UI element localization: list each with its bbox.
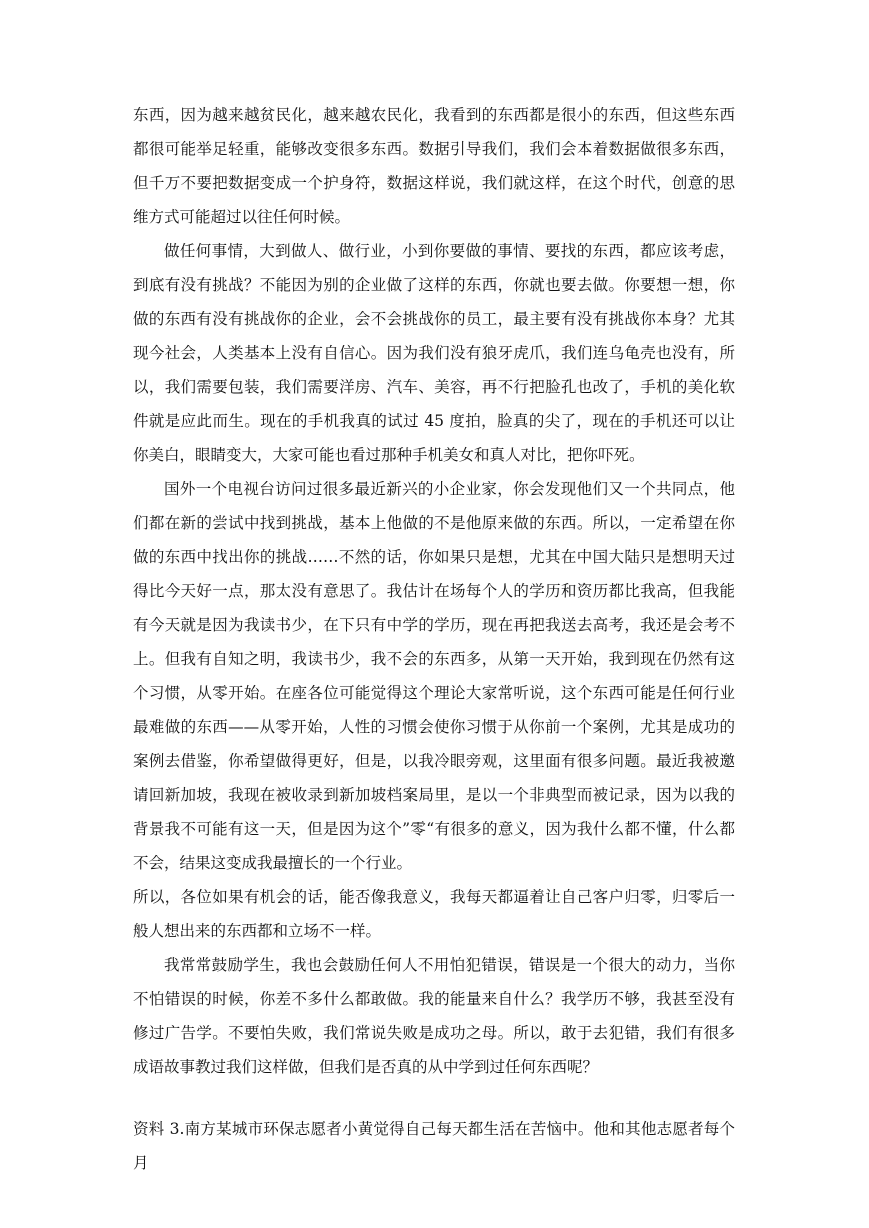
paragraph-2: 做任何事情，大到做人、做行业，小到你要做的事情、要找的东西，都应该考虑，到底有没有挑战？不能因为别的企业做了这样的东西，你就也要去做。你要想一想，你做的东西有没有挑战你的企业，会不会挑战你的员工，最主要有没有挑战你本身？尤其现今社会，人类基本上没有自信心。因为我们没有狼牙虎爪，我们连乌龟壳也没有，所以，我们需要包装，我们需要洋房、汽车、美容，再不行把脸孔也改了，手机的美化软件就是应此而生。现在的手机我真的试过 45 度拍，脸真的尖了，现在的手机还可以让你美白，眼睛变大，大家可能也看过那种手机美女和真人对比，把你吓死。 [133, 242, 735, 464]
paragraph-5: 我常常鼓励学生，我也会鼓励任何人不用怕犯错误，错误是一个很大的动力，当你不怕错误的时候，你差不多什么都敢做。我的能量来自什么？我学历不够，我甚至没有修过广告学。不要怕失败，我们常说失败是成功之母。所以，敢于去犯错，我们有很多成语故事教过我们这样做，但我们是否真的从中学到过任何东西呢？ [133, 956, 735, 1076]
paragraph-4: 所以，各位如果有机会的话，能否像我意义，我每天都逼着让自己客户归零，归零后一般人想出来的东西都和立场不一样。 [133, 888, 735, 940]
document-page [133, 98, 735, 1180]
paragraph-1: 东西，因为越来越贫民化，越来越农民化，我看到的东西都是很小的东西，但这些东西都很可能举足轻重，能够改变很多东西。数据引导我们，我们会本着数据做很多东西，但千万不要把数据变成一个护身符，数据这样说，我们就这样，在这个时代，创意的思维方式可能超过以往任何时候。 [133, 106, 735, 226]
paragraph-3: 国外一个电视台访问过很多最近新兴的小企业家，你会发现他们又一个共同点，他们都在新的尝试中找到挑战，基本上他做的不是他原来做的东西。所以，一定希望在你做的东西中找出你的挑战……不然的话，你如果只是想，尤其在中国大陆只是想明天过得比今天好一点，那太没有意思了。我估计在场每个人的学历和资历都比我高，但我能有今天就是因为我读书少，在下只有中学的学历，现在再把我送去高考，我还是会考不上。但我有自知之明，我读书少，我不会的东西多，从第一天开始，我到现在仍然有这个习惯，从零开始。在座各位可能觉得这个理论大家常听说，这个东西可能是任何行业最难做的东西——从零开始，人性的习惯会使你习惯于从你前一个案例，尤其是成功的案例去借鉴，你希望做得更好，但是，以我冷眼旁观，这里面有很多问题。最近我被邀请回新加坡，我现在被收录到新加坡档案局里，是以一个非典型而被记录，因为以我的背景我不可能有这一天，但是因为这个”零“有很多的意义，因为我什么都不懂，什么都不会，结果这变成我最擅长的一个行业。 [133, 480, 735, 872]
material-3-heading-line: 资料 3.南方某城市环保志愿者小黄觉得自己每天都生活在苦恼中。他和其他志愿者每个月 [133, 1120, 735, 1172]
